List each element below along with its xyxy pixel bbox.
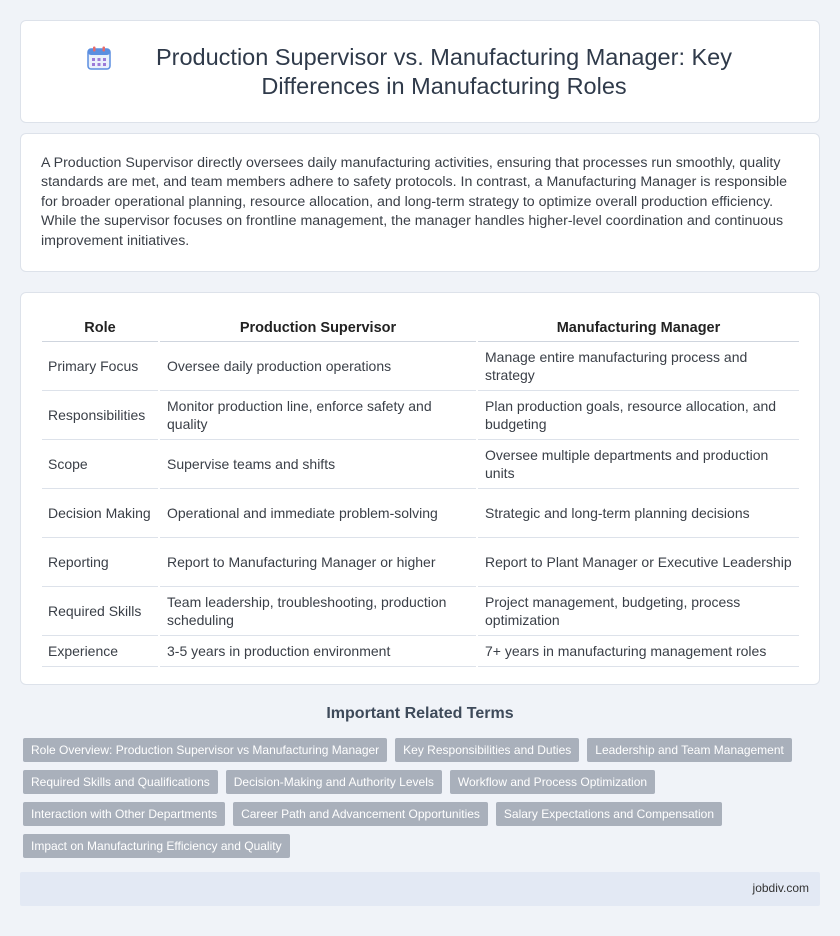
title-card — [20, 20, 820, 123]
related-term-tag[interactable]: Salary Expectations and Compensation — [496, 802, 722, 826]
manager-cell: Manage entire manufacturing process and strategy — [477, 341, 799, 390]
supervisor-cell: Supervise teams and shifts — [159, 439, 477, 488]
title-wrap — [21, 21, 819, 122]
table-row — [42, 586, 799, 635]
page-title: Production Supervisor vs. Manufacturing Manager: Key Differences in Manufacturing Roles — [155, 43, 733, 99]
supervisor-cell: Operational and immediate problem-solving — [159, 488, 477, 537]
related-term-tag[interactable]: Key Responsibilities and Duties — [395, 738, 579, 762]
manager-cell: Report to Plant Manager or Executive Leadership — [477, 537, 799, 586]
header-role: Role — [42, 315, 159, 341]
table-row — [42, 537, 799, 586]
related-terms-tags — [23, 738, 803, 866]
related-term-tag[interactable]: Workflow and Process Optimization — [450, 770, 655, 794]
table-row — [42, 390, 799, 439]
calendar-icon — [86, 45, 112, 71]
row-label: Responsibilities — [42, 390, 159, 439]
table-header-row — [42, 315, 799, 341]
table-row — [42, 439, 799, 488]
related-term-tag[interactable]: Required Skills and Qualifications — [23, 770, 218, 794]
header-production-supervisor: Production Supervisor — [159, 315, 477, 341]
related-term-tag[interactable]: Leadership and Team Management — [587, 738, 792, 762]
manager-cell: Project management, budgeting, process optimization — [477, 586, 799, 635]
manager-cell: 7+ years in manufacturing management roles — [477, 635, 799, 666]
related-term-tag[interactable]: Career Path and Advancement Opportunities — [233, 802, 488, 826]
intro-paragraph: A Production Supervisor directly oversees daily manufacturing activities, ensuring that processes run smoothly, quality standards are met, and team members adhere to safety protocols. In contrast, a Manufacturing Manager is responsible for broader operational planning, resource allocation, and long-term strategy to optimize overall production efficiency. While the supervisor focuses on frontline management, the manager handles higher-level coordination and continuous improvement initiatives. — [41, 155, 788, 249]
supervisor-cell: Monitor production line, enforce safety and quality — [159, 390, 477, 439]
supervisor-cell: Oversee daily production operations — [159, 341, 477, 390]
header-manufacturing-manager: Manufacturing Manager — [477, 315, 799, 341]
related-terms-title: Important Related Terms — [326, 705, 514, 722]
footer-site-link[interactable]: jobdiv.com — [752, 881, 809, 895]
row-label: Required Skills — [42, 586, 159, 635]
intro-card — [20, 133, 820, 272]
manager-cell: Oversee multiple departments and production units — [477, 439, 799, 488]
table-row — [42, 488, 799, 537]
related-term-tag[interactable]: Impact on Manufacturing Efficiency and Quality — [23, 834, 290, 858]
manager-cell: Plan production goals, resource allocation, and budgeting — [477, 390, 799, 439]
row-label: Scope — [42, 439, 159, 488]
table-row — [42, 341, 799, 390]
supervisor-cell: 3-5 years in production environment — [159, 635, 477, 666]
row-label: Reporting — [42, 537, 159, 586]
related-term-tag[interactable]: Interaction with Other Departments — [23, 802, 225, 826]
manager-cell: Strategic and long-term planning decisions — [477, 488, 799, 537]
related-term-tag[interactable]: Decision-Making and Authority Levels — [226, 770, 442, 794]
footer — [20, 872, 820, 906]
row-label: Experience — [42, 635, 159, 666]
related-term-tag[interactable]: Role Overview: Production Supervisor vs Manufacturing Manager — [23, 738, 387, 762]
comparison-table — [42, 315, 799, 667]
comparison-card — [20, 292, 820, 685]
table-row — [42, 635, 799, 666]
supervisor-cell: Team leadership, troubleshooting, production scheduling — [159, 586, 477, 635]
row-label: Primary Focus — [42, 341, 159, 390]
supervisor-cell: Report to Manufacturing Manager or higher — [159, 537, 477, 586]
row-label: Decision Making — [42, 488, 159, 537]
